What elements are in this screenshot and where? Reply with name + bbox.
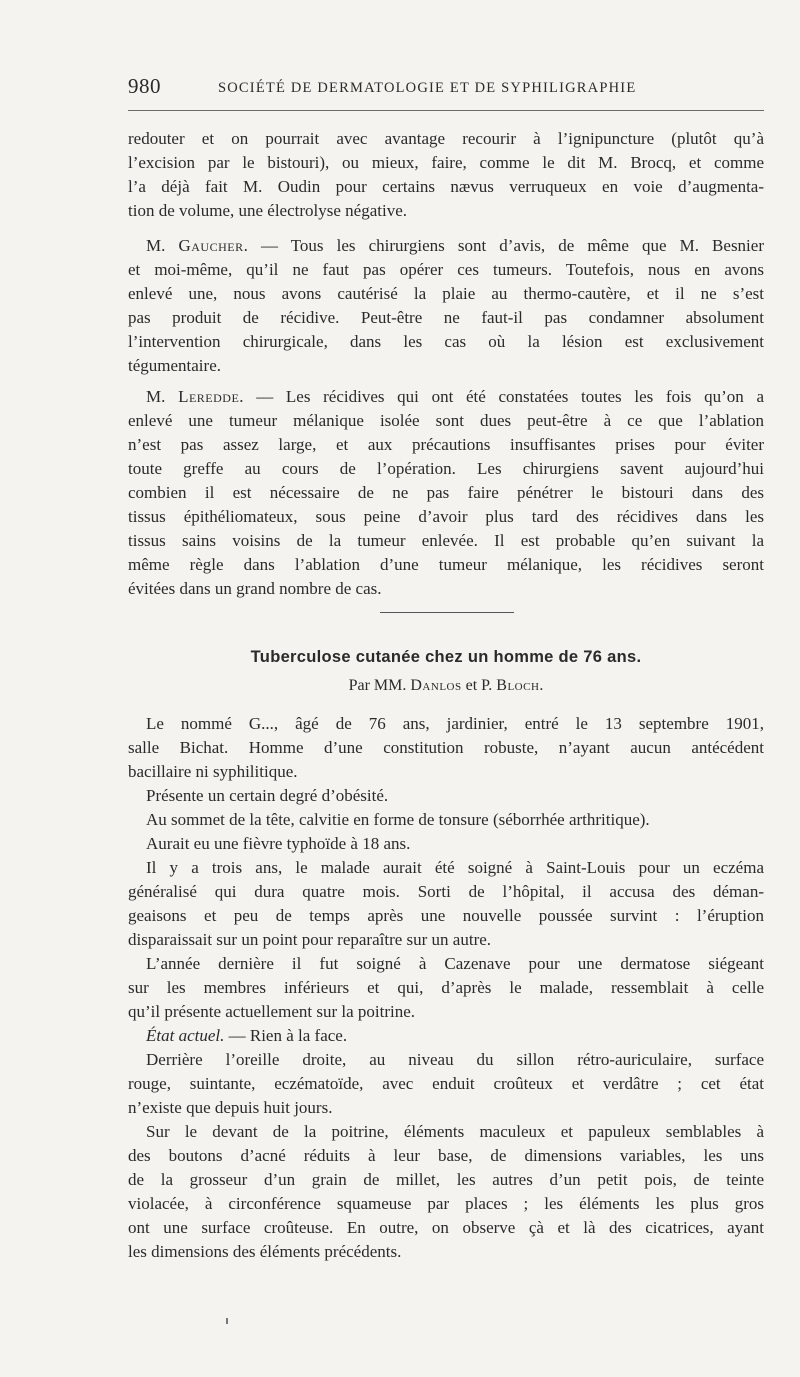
text-line [128, 1024, 764, 1048]
text-line: tissus sains voisins de la tumeur enlevée. Il est probable qu’en suivant la [128, 531, 764, 550]
page-header [128, 74, 764, 104]
text-line: Au sommet de la tête, calvitie en forme de tonsure (séborrhée arthritique). [146, 810, 650, 829]
speaker-name: Leredde [178, 387, 240, 406]
text-line: geaisons et peu de temps après une nouvelle poussée survint : l’éruption [128, 906, 764, 925]
text-line: les dimensions des éléments précédents. [128, 1242, 402, 1261]
text-line: et moi-même, qu’il ne faut pas opérer ces tumeurs. Toutefois, nous en avons [128, 260, 764, 279]
text-line: bacillaire ni syphilitique. [128, 762, 298, 781]
text-line: sur les membres inférieurs et qui, d’après le malade, ressemblait à celle [128, 978, 764, 997]
paragraph-leredde [128, 385, 764, 601]
text-line: Sur le devant de la poitrine, éléments maculeux et papuleux semblables à [146, 1122, 764, 1141]
page-number: 980 [128, 74, 161, 98]
text-line: des boutons d’acné réduits à leur base, de dimensions variables, les uns [128, 1146, 764, 1165]
text-line: combien il est nécessaire de ne pas faire pénétrer le bistouri dans des [128, 483, 764, 502]
text-line: tissus épithéliomateux, sous peine d’avoir plus tard des récidives dans les [128, 507, 764, 526]
text-line [128, 385, 764, 409]
byline [128, 677, 764, 695]
speaker-prefix: M. [146, 387, 179, 406]
text-line: enlevé une, nous avons cautérisé la plaie au thermo-cautère, et il ne s’est [128, 284, 764, 303]
text-line: ont une surface croûteuse. En outre, on observe çà et là des cicatrices, ayant [128, 1218, 764, 1237]
running-title: SOCIÉTÉ DE DERMATOLOGIE ET DE SYPHILIGRAPHIE [218, 80, 637, 96]
text-line: tion de volume, une électrolyse négative. [128, 201, 407, 220]
text-line: n’est pas assez large, et aux précautions insuffisantes prises pour éviter [128, 435, 764, 454]
byline-text: Par MM. [348, 677, 411, 694]
text-span: . — Les récidives qui ont été constatées toutes les fois qu’on a [239, 387, 764, 406]
italic-label: État actuel. [146, 1026, 225, 1045]
text-line: tégumentaire. [128, 356, 221, 375]
paragraph-gaucher [128, 234, 764, 378]
speaker-name: Gaucher [178, 236, 244, 255]
text-span: — Rien à la face. [224, 1026, 348, 1045]
text-line: salle Bichat. Homme d’une constitution robuste, n’ayant aucun antécédent [128, 738, 764, 757]
section-divider [380, 612, 514, 613]
paper-speck [226, 1318, 228, 1324]
text-line: qu’il présente actuellement sur la poitrine. [128, 1002, 416, 1021]
text-line: l’excision par le bistouri), ou mieux, faire, comme le dit M. Brocq, et comme [128, 153, 764, 172]
text-line: violacée, à circonférence squameuse par places ; les éléments les plus gros [128, 1194, 764, 1213]
text-line: l’intervention chirurgicale, dans les cas où la lésion est exclusivement [128, 332, 764, 351]
text-line: Derrière l’oreille droite, au niveau du sillon rétro-auriculaire, surface [146, 1050, 764, 1069]
text-line: Présente un certain degré d’obésité. [146, 786, 389, 805]
text-line: enlevé une tumeur mélanique isolée sont dues peut-être à ce que l’ablation [128, 411, 764, 430]
text-line: l’a déjà fait M. Oudin pour certains nævus verruqueux en voie d’augmenta- [128, 177, 764, 196]
text-line: disparaissait sur un point pour reparaître sur un autre. [128, 930, 492, 949]
article-title: Tuberculose cutanée chez un homme de 76 ans. [250, 648, 642, 666]
header-rule [128, 110, 764, 111]
byline-text: et P. [461, 677, 497, 694]
speaker-prefix: M. [146, 236, 179, 255]
text-line: même règle dans l’ablation d’une tumeur mélanique, les récidives seront [128, 555, 764, 574]
text-line: rouge, suintante, eczématoïde, avec enduit croûteux et verdâtre ; cet état [128, 1074, 764, 1093]
text-line: Aurait eu une fièvre typhoïde à 18 ans. [146, 834, 411, 853]
text-line: pas produit de récidive. Peut-être ne faut-il pas condamner absolument [128, 308, 764, 327]
text-line [128, 234, 764, 258]
text-line: redouter et on pourrait avec avantage recourir à l’ignipuncture (plutôt qu’à [128, 129, 764, 148]
text-line: Il y a trois ans, le malade aurait été soigné à Saint-Louis pour un eczéma [146, 858, 764, 877]
text-span: . — Tous les chirurgiens sont d’avis, de même que M. Besnier [243, 236, 764, 255]
text-line: Le nommé G..., âgé de 76 ans, jardinier, entré le 13 septembre 1901, [146, 714, 764, 733]
text-line: n’existe que depuis huit jours. [128, 1098, 333, 1117]
byline-text: . [539, 677, 544, 694]
paragraph-continuation [128, 127, 764, 223]
author-name: Bloch [496, 677, 540, 694]
text-line: évitées dans un grand nombre de cas. [128, 579, 382, 598]
author-name: Danlos [410, 677, 462, 694]
text-line: de la grosseur d’un grain de millet, les autres d’un petit pois, de teinte [128, 1170, 764, 1189]
text-line: généralisé qui dura quatre mois. Sorti de l’hôpital, il accusa des déman- [128, 882, 764, 901]
text-line: L’année dernière il fut soigné à Cazenave pour une dermatose siégeant [146, 954, 764, 973]
text-line: toute greffe au cours de l’opération. Les chirurgiens savent aujourd’hui [128, 459, 764, 478]
case-report-body [128, 712, 764, 1264]
